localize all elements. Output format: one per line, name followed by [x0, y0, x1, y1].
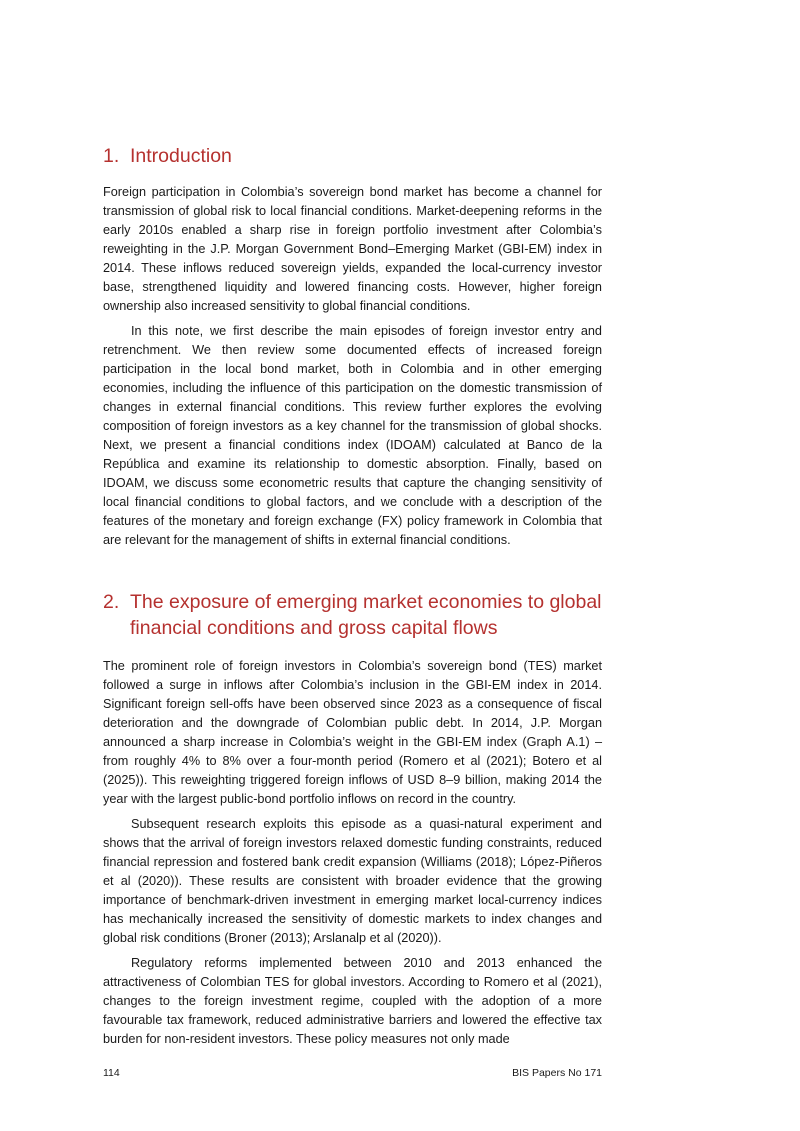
paragraph: Subsequent research exploits this episode as a quasi-natural experiment and shows that the arrival of foreign investors relaxed domestic funding constraints, reduced financial repression and fostered bank credit expansion (Williams (2018); López-Piñeros et al (2020)). These results are consistent with broader evidence that the growing importance of benchmark-driven investment in emerging market local-currency indices has mechanically increased the sensitivity of domestic markets to index changes and global risk conditions (Broner (2013); Arslanalp et al (2020)). — [103, 817, 602, 945]
section-title: Introduction — [130, 145, 232, 167]
page-footer — [103, 1067, 602, 1079]
section-number: 1. — [103, 145, 120, 167]
article-body — [103, 143, 602, 1049]
section-number: 2. — [103, 591, 120, 613]
paragraph: Regulatory reforms implemented between 2010 and 2013 enhanced the attractiveness of Colombian TES for global investors. According to Romero et al (2021), changes to the foreign investment regime, coupled with the adoption of a more favourable tax framework, reduced administrative barriers and lowered the effective tax burden for non-resident investors. These policy measures not only made — [103, 956, 602, 1046]
section-heading-exposure — [103, 589, 602, 641]
publication-name: BIS Papers No 171 — [512, 1067, 602, 1079]
paragraph: The prominent role of foreign investors in Colombia’s sovereign bond (TES) market followed a surge in inflows after Colombia’s inclusion in the GBI-EM index in 2014. Significant foreign sell-offs have been observed since 2023 as a consequence of fiscal deterioration and the downgrade of Colombian public debt. In 2014, J.P. Morgan announced a sharp increase in Colombia’s weight in the GBI-EM index (Graph A.1) – from roughly 4% to 8% over a four-month period (Romero et al (2021); Botero et al (2025)). This reweighting triggered foreign inflows of USD 8–9 billion, making 2014 the year with the largest public-bond portfolio inflows on record in the country. — [103, 659, 602, 806]
section-heading-introduction — [103, 143, 602, 169]
section-title: The exposure of emerging market economies to global financial conditions and gross capital flows — [130, 591, 602, 639]
paragraph: In this note, we first describe the main episodes of foreign investor entry and retrenchment. We then review some documented effects of increased foreign participation in the local bond market, both in Colombia and in other emerging economies, including the influence of this participation on the domestic transmission of changes in external financial conditions. This review further explores the evolving composition of foreign investors as a key channel for the transmission of global shocks. Next, we present a financial conditions index (IDOAM) calculated at Banco de la República and examine its relationship to domestic absorption. Finally, based on IDOAM, we discuss some econometric results that capture the changing sensitivity of local financial conditions to global factors, and we conclude with a description of the features of the monetary and foreign exchange (FX) policy framework in Colombia that are relevant for the management of shifts in external financial conditions. — [103, 324, 602, 547]
paragraph: Foreign participation in Colombia’s sovereign bond market has become a channel for transmission of global risk to local financial conditions. Market-deepening reforms in the early 2010s enabled a sharp rise in foreign portfolio investment after Colombia’s reweighting in the J.P. Morgan Government Bond–Emerging Market (GBI-EM) index in 2014. These inflows reduced sovereign yields, expanded the local-currency investor base, strengthened liquidity and lowered financing costs. However, higher foreign ownership also increased sensitivity to global financial conditions. — [103, 185, 602, 313]
page-number: 114 — [103, 1067, 120, 1079]
